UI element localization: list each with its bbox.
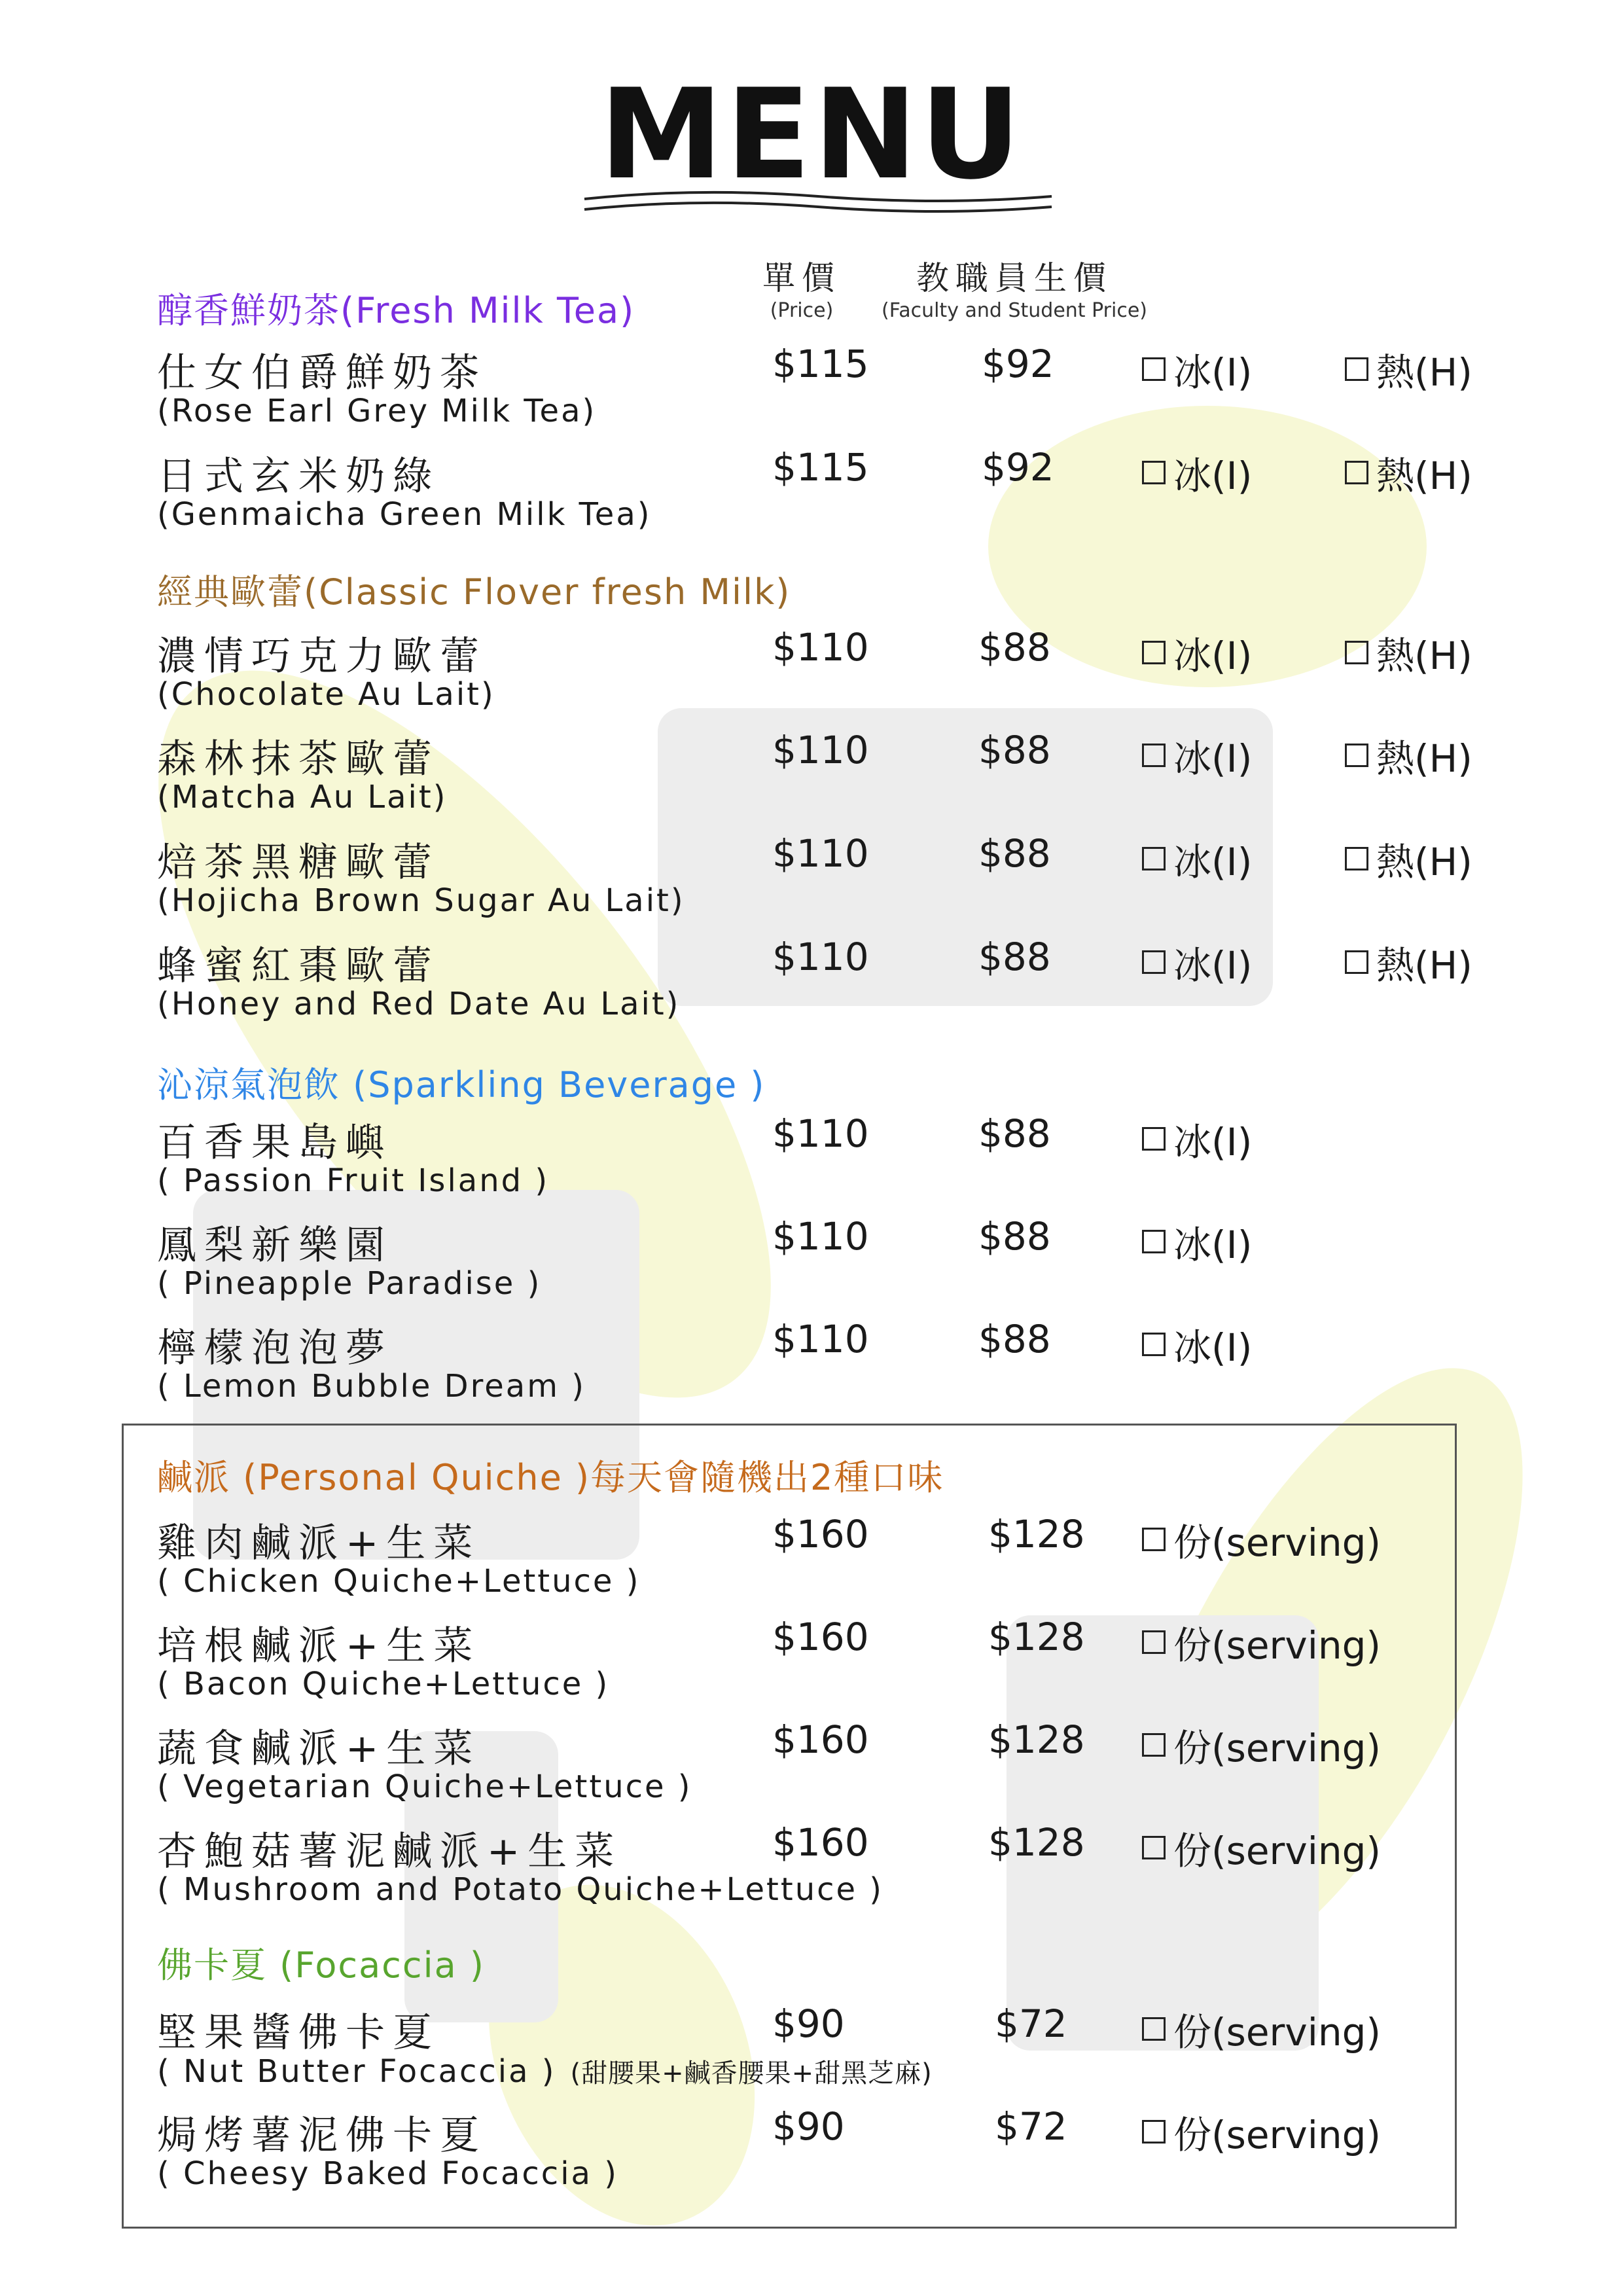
ice-label: 冰(I) [1173, 350, 1253, 395]
hot-checkbox[interactable] [1345, 744, 1368, 767]
hot-label: 熱(H) [1376, 943, 1472, 988]
item-price: $160 [772, 1820, 869, 1865]
item-price: $110 [772, 1317, 869, 1361]
item-faculty-price: $128 [988, 1512, 1085, 1556]
serving-label: 份(serving) [1173, 1520, 1382, 1565]
item-faculty-price: $88 [978, 935, 1051, 979]
item-name-zh: 日式玄米奶綠 [157, 454, 440, 499]
serving-checkbox[interactable] [1142, 1836, 1166, 1859]
ice-label: 冰(I) [1173, 634, 1253, 678]
item-faculty-price: $88 [978, 831, 1051, 876]
item-faculty-price: $88 [978, 728, 1051, 772]
serving-label: 份(serving) [1173, 1726, 1382, 1770]
hot-label: 熱(H) [1376, 634, 1472, 678]
hot-checkbox[interactable] [1345, 847, 1368, 870]
ice-checkbox[interactable] [1142, 950, 1166, 974]
menu-item [0, 625, 1623, 723]
item-name-en: ( Nut Butter Focaccia ) [157, 2053, 556, 2090]
item-price: $110 [772, 1214, 869, 1259]
section-sparkling-beverage: 沁涼氣泡飲 (Sparkling Beverage ) [157, 1064, 766, 1105]
serving-label: 份(serving) [1173, 2113, 1382, 2157]
hot-option[interactable] [1345, 728, 1472, 783]
ice-checkbox[interactable] [1142, 1333, 1166, 1356]
serving-label: 份(serving) [1173, 2010, 1382, 2054]
hot-option[interactable] [1345, 625, 1472, 680]
ice-checkbox[interactable] [1142, 1230, 1166, 1253]
item-name-en-with-note [157, 2053, 933, 2090]
faculty-price-header [844, 252, 1185, 322]
ice-option[interactable] [1142, 728, 1252, 783]
serving-label: 份(serving) [1173, 1623, 1382, 1668]
menu-title: MENU [599, 62, 1024, 207]
item-name-en: ( Cheesy Baked Focaccia ) [157, 2155, 618, 2192]
item-name-zh: 堅果醬佛卡夏 [157, 2010, 440, 2056]
price-header-zh: 單價 [762, 259, 841, 297]
serving-option[interactable] [1142, 1512, 1381, 1567]
item-name-zh: 杏鮑菇薯泥鹹派+生菜 [157, 1829, 622, 1874]
item-name-en: (Matcha Au Lait) [157, 779, 448, 816]
item-name-en: (Chocolate Au Lait) [157, 676, 495, 713]
ice-option[interactable] [1142, 342, 1252, 397]
section-focaccia: 佛卡夏 (Focaccia ) [157, 1945, 485, 1986]
item-name-zh: 焙茶黑糖歐蕾 [157, 840, 440, 886]
item-name-en: ( Pineapple Paradise ) [157, 1265, 542, 1302]
item-price: $110 [772, 831, 869, 876]
ice-checkbox[interactable] [1142, 357, 1166, 381]
hot-label: 熱(H) [1376, 454, 1472, 498]
item-faculty-price: $92 [982, 342, 1054, 386]
serving-checkbox[interactable] [1142, 2017, 1166, 2041]
menu-item [0, 1111, 1623, 1210]
serving-label: 份(serving) [1173, 1829, 1382, 1873]
hot-option[interactable] [1345, 831, 1472, 886]
item-price: $110 [772, 935, 869, 979]
item-faculty-price: $128 [988, 1615, 1085, 1659]
hot-checkbox[interactable] [1345, 461, 1368, 484]
serving-checkbox[interactable] [1142, 1733, 1166, 1757]
menu-item [0, 935, 1623, 1033]
section-classic-au-lait: 經典歐蕾(Classic Flover fresh Milk) [157, 571, 791, 613]
ice-label: 冰(I) [1173, 736, 1253, 781]
item-name-zh: 焗烤薯泥佛卡夏 [157, 2113, 487, 2159]
ice-checkbox[interactable] [1142, 744, 1166, 767]
hot-checkbox[interactable] [1345, 357, 1368, 381]
title-underline [579, 185, 1057, 224]
ice-option[interactable] [1142, 1214, 1252, 1269]
item-name-zh: 蔬食鹹派+生菜 [157, 1726, 481, 1772]
item-name-zh: 鳳梨新樂園 [157, 1223, 393, 1268]
serving-checkbox[interactable] [1142, 2120, 1166, 2144]
item-name-zh: 濃情巧克力歐蕾 [157, 634, 487, 679]
item-faculty-price: $72 [995, 2104, 1067, 2149]
menu-item [0, 1317, 1623, 1415]
serving-option[interactable] [1142, 1615, 1381, 1670]
menu-item [0, 1512, 1623, 1610]
item-name-en: (Rose Earl Grey Milk Tea) [157, 393, 597, 429]
hot-label: 熱(H) [1376, 350, 1472, 395]
menu-item [0, 2104, 1623, 2202]
ice-label: 冰(I) [1173, 454, 1253, 498]
menu-item [0, 1214, 1623, 1312]
item-price: $160 [772, 1615, 869, 1659]
ice-checkbox[interactable] [1142, 847, 1166, 870]
section-personal-quiche: 鹹派 (Personal Quiche )每天會隨機出2種口味 [157, 1457, 944, 1498]
hot-checkbox[interactable] [1345, 641, 1368, 664]
menu-item [0, 1717, 1623, 1816]
ice-label: 冰(I) [1173, 840, 1253, 884]
ice-option[interactable] [1142, 1317, 1252, 1372]
item-faculty-price: $128 [988, 1820, 1085, 1865]
item-name-zh: 森林抹茶歐蕾 [157, 736, 440, 782]
item-name-en: (Honey and Red Date Au Lait) [157, 986, 681, 1022]
hot-checkbox[interactable] [1345, 950, 1368, 974]
item-note: (甜腰果+鹹香腰果+甜黑芝麻) [570, 2058, 933, 2089]
item-price: $90 [772, 2001, 845, 2046]
price-header-en: (Price) [770, 299, 834, 322]
menu-item [0, 1615, 1623, 1713]
item-faculty-price: $72 [995, 2001, 1067, 2046]
ice-checkbox[interactable] [1142, 1127, 1166, 1151]
menu-item [0, 445, 1623, 543]
item-price: $160 [772, 1717, 869, 1762]
ice-label: 冰(I) [1173, 1325, 1253, 1370]
item-faculty-price: $92 [982, 445, 1054, 490]
item-price: $90 [772, 2104, 845, 2149]
item-name-en: ( Chicken Quiche+Lettuce ) [157, 1563, 641, 1600]
item-name-en: ( Vegetarian Quiche+Lettuce ) [157, 1768, 692, 1805]
faculty-price-header-en: (Faculty and Student Price) [882, 299, 1147, 322]
item-name-en: (Genmaicha Green Milk Tea) [157, 496, 652, 533]
hot-option[interactable] [1345, 342, 1472, 397]
item-name-zh: 蜂蜜紅棗歐蕾 [157, 943, 440, 989]
item-name-zh: 培根鹹派+生菜 [157, 1623, 481, 1669]
item-price: $110 [772, 728, 869, 772]
menu-item [0, 728, 1623, 826]
item-name-zh: 雞肉鹹派+生菜 [157, 1520, 481, 1566]
item-price: $110 [772, 1111, 869, 1156]
item-name-zh: 檸檬泡泡夢 [157, 1325, 393, 1371]
ice-option[interactable] [1142, 625, 1252, 680]
item-price: $115 [772, 445, 869, 490]
serving-checkbox[interactable] [1142, 1630, 1166, 1654]
serving-checkbox[interactable] [1142, 1528, 1166, 1551]
item-name-zh: 百香果島嶼 [157, 1120, 393, 1166]
item-name-en: ( Bacon Quiche+Lettuce ) [157, 1666, 610, 1702]
ice-checkbox[interactable] [1142, 461, 1166, 484]
menu-item [0, 2001, 1623, 2100]
serving-option[interactable] [1142, 2001, 1381, 2056]
ice-option[interactable] [1142, 831, 1252, 886]
ice-option[interactable] [1142, 1111, 1252, 1166]
item-faculty-price: $88 [978, 1111, 1051, 1156]
item-name-en: ( Passion Fruit Island ) [157, 1162, 550, 1199]
ice-label: 冰(I) [1173, 1223, 1253, 1267]
hot-option[interactable] [1345, 445, 1472, 500]
serving-option[interactable] [1142, 1717, 1381, 1772]
item-faculty-price: $128 [988, 1717, 1085, 1762]
item-name-zh: 仕女伯爵鮮奶茶 [157, 350, 487, 396]
item-name-en: (Hojicha Brown Sugar Au Lait) [157, 882, 685, 919]
menu-item [0, 1820, 1623, 1918]
hot-label: 熱(H) [1376, 736, 1472, 781]
menu-item [0, 831, 1623, 929]
menu-item [0, 342, 1623, 440]
item-name-en: ( Mushroom and Potato Quiche+Lettuce ) [157, 1871, 884, 1908]
item-price: $110 [772, 625, 869, 670]
item-faculty-price: $88 [978, 625, 1051, 670]
ice-checkbox[interactable] [1142, 641, 1166, 664]
ice-label: 冰(I) [1173, 1120, 1253, 1164]
item-price: $115 [772, 342, 869, 386]
ice-option[interactable] [1142, 935, 1252, 990]
serving-option[interactable] [1142, 1820, 1381, 1875]
section-fresh-milk-tea: 醇香鮮奶茶(Fresh Milk Tea) [157, 290, 635, 331]
item-price: $160 [772, 1512, 869, 1556]
item-faculty-price: $88 [978, 1317, 1051, 1361]
hot-label: 熱(H) [1376, 840, 1472, 884]
item-faculty-price: $88 [978, 1214, 1051, 1259]
faculty-price-header-zh: 教職員生價 [916, 259, 1113, 297]
hot-option[interactable] [1345, 935, 1472, 990]
ice-option[interactable] [1142, 445, 1252, 500]
serving-option[interactable] [1142, 2104, 1381, 2159]
ice-label: 冰(I) [1173, 943, 1253, 988]
item-name-en: ( Lemon Bubble Dream ) [157, 1368, 586, 1405]
